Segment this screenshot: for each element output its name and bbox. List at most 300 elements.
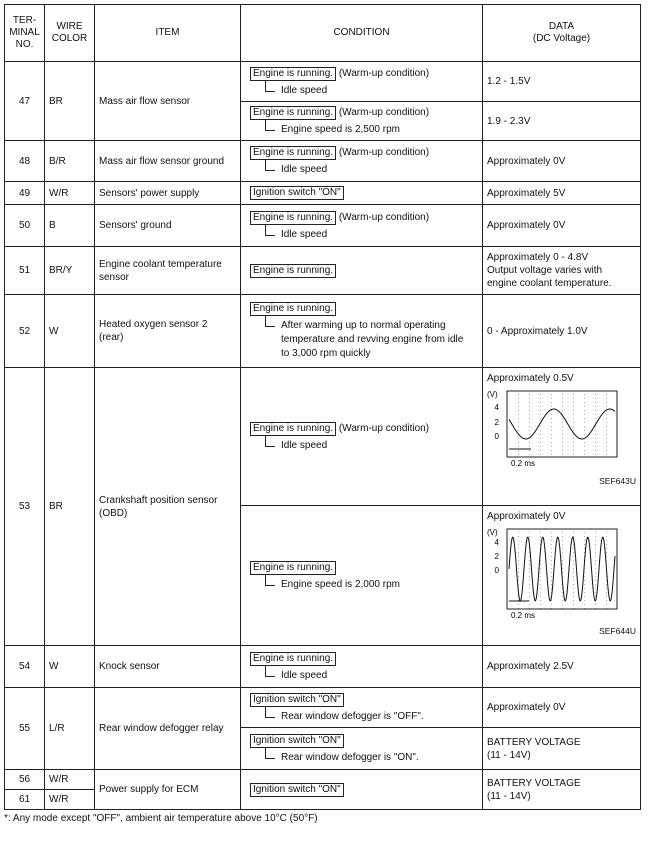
grid-dot bbox=[551, 430, 552, 431]
grid-dot bbox=[562, 446, 563, 447]
grid-dot bbox=[562, 540, 563, 541]
grid-dot bbox=[551, 544, 552, 545]
data-value: Approximately 0V bbox=[483, 141, 641, 182]
scope-grid bbox=[518, 394, 607, 455]
grid-dot bbox=[551, 406, 552, 407]
data-value: BATTERY VOLTAGE (11 - 14V) bbox=[483, 728, 641, 770]
grid-dot bbox=[540, 394, 541, 395]
volt-unit-label: (V) bbox=[487, 528, 498, 537]
grid-dot bbox=[584, 544, 585, 545]
grid-dot bbox=[606, 580, 607, 581]
grid-dot bbox=[606, 398, 607, 399]
grid-dot bbox=[551, 604, 552, 605]
grid-dot bbox=[551, 394, 552, 395]
condition-cell bbox=[241, 368, 483, 506]
terminal-number: 47 bbox=[5, 62, 45, 141]
condition-box: Engine is running. bbox=[250, 211, 336, 225]
grid-dot bbox=[518, 418, 519, 419]
grid-dot bbox=[562, 600, 563, 601]
grid-dot bbox=[595, 406, 596, 407]
header-row bbox=[5, 5, 641, 62]
grid-dot bbox=[529, 434, 530, 435]
grid-dot bbox=[606, 434, 607, 435]
item-name: Sensors' power supply bbox=[95, 182, 241, 205]
grid-dot bbox=[606, 454, 607, 455]
grid-dot bbox=[573, 564, 574, 565]
condition-cell bbox=[241, 247, 483, 295]
item-name: Sensors' ground bbox=[95, 205, 241, 247]
condition-box: Ignition switch "ON" bbox=[250, 783, 344, 797]
grid-dot bbox=[562, 422, 563, 423]
waveform-trace bbox=[509, 537, 615, 601]
grid-dot bbox=[518, 580, 519, 581]
table-row bbox=[5, 646, 641, 688]
grid-dot bbox=[606, 556, 607, 557]
table-row bbox=[5, 205, 641, 247]
grid-dot bbox=[562, 608, 563, 609]
grid-dot bbox=[540, 410, 541, 411]
grid-dot bbox=[584, 426, 585, 427]
grid-dot bbox=[606, 442, 607, 443]
grid-dot bbox=[529, 596, 530, 597]
grid-dot bbox=[551, 532, 552, 533]
grid-dot bbox=[573, 592, 574, 593]
grid-dot bbox=[540, 604, 541, 605]
data-cell-waveform bbox=[483, 368, 641, 506]
grid-dot bbox=[562, 442, 563, 443]
condition-box: Engine is running. bbox=[250, 422, 336, 436]
grid-dot bbox=[562, 402, 563, 403]
grid-dot bbox=[584, 536, 585, 537]
grid-dot bbox=[529, 410, 530, 411]
grid-dot bbox=[529, 592, 530, 593]
grid-dot bbox=[540, 442, 541, 443]
grid-dot bbox=[518, 394, 519, 395]
grid-dot bbox=[562, 394, 563, 395]
grid-dot bbox=[540, 402, 541, 403]
time-scale-label: 0.2 ms bbox=[511, 611, 536, 620]
condition-sub: Engine speed is 2,000 rpm bbox=[245, 578, 478, 591]
page bbox=[4, 4, 652, 830]
grid-dot bbox=[518, 532, 519, 533]
condition-box: Engine is running. bbox=[250, 302, 336, 316]
grid-dot bbox=[573, 446, 574, 447]
condition-sub: After warming up to normal operating temperature and revving engine from idle to 3,000 rpm quickly bbox=[245, 319, 478, 361]
grid-dot bbox=[562, 592, 563, 593]
grid-dot bbox=[540, 596, 541, 597]
grid-dot bbox=[518, 406, 519, 407]
grid-dot bbox=[540, 430, 541, 431]
condition-sub: Rear window defogger is "ON". bbox=[245, 751, 478, 764]
grid-dot bbox=[551, 568, 552, 569]
oscilloscope-waveform-2 bbox=[487, 527, 627, 623]
ecm-terminal-table bbox=[4, 4, 641, 810]
grid-dot bbox=[551, 580, 552, 581]
grid-dot bbox=[595, 414, 596, 415]
grid-dot bbox=[573, 406, 574, 407]
grid-dot bbox=[540, 446, 541, 447]
grid-dot bbox=[595, 556, 596, 557]
grid-dot bbox=[540, 600, 541, 601]
grid-dot bbox=[573, 544, 574, 545]
grid-dot bbox=[551, 426, 552, 427]
grid-dot bbox=[595, 394, 596, 395]
grid-dot bbox=[551, 402, 552, 403]
terminal-number: 49 bbox=[5, 182, 45, 205]
table-row bbox=[5, 368, 641, 506]
data-value: BATTERY VOLTAGE (11 - 14V) bbox=[483, 770, 641, 810]
condition-box: Engine is running. bbox=[250, 561, 336, 575]
grid-dot bbox=[529, 564, 530, 565]
grid-dot bbox=[518, 548, 519, 549]
grid-dot bbox=[573, 600, 574, 601]
grid-dot bbox=[573, 588, 574, 589]
grid-dot bbox=[540, 426, 541, 427]
grid-dot bbox=[540, 572, 541, 573]
grid-dot bbox=[595, 572, 596, 573]
footnote: *: Any mode except "OFF", ambient air temperature above 10°C (50°F) bbox=[4, 813, 318, 824]
condition-suffix: (Warm-up condition) bbox=[338, 211, 430, 223]
grid-dot bbox=[518, 414, 519, 415]
volt-tick-label: 4 bbox=[494, 538, 499, 547]
grid-dot bbox=[584, 580, 585, 581]
grid-dot bbox=[562, 418, 563, 419]
condition-cell bbox=[241, 728, 483, 770]
grid-dot bbox=[584, 454, 585, 455]
table-row bbox=[5, 688, 641, 728]
figure-code: SEF644U bbox=[599, 626, 636, 636]
grid-dot bbox=[595, 588, 596, 589]
grid-dot bbox=[551, 556, 552, 557]
grid-dot bbox=[540, 576, 541, 577]
item-name: Mass air flow sensor ground bbox=[95, 141, 241, 182]
grid-dot bbox=[573, 584, 574, 585]
wire-color: W/R bbox=[45, 790, 95, 810]
grid-dot bbox=[562, 536, 563, 537]
condition-box: Engine is running. bbox=[250, 67, 336, 81]
grid-dot bbox=[606, 418, 607, 419]
wire-color: L/R bbox=[45, 688, 95, 770]
grid-dot bbox=[606, 584, 607, 585]
grid-dot bbox=[551, 398, 552, 399]
data-value: Approximately 0.5V bbox=[487, 373, 574, 384]
grid-dot bbox=[551, 552, 552, 553]
grid-dot bbox=[540, 580, 541, 581]
grid-dot bbox=[529, 446, 530, 447]
item-name: Mass air flow sensor bbox=[95, 62, 241, 141]
grid-dot bbox=[518, 446, 519, 447]
grid-dot bbox=[518, 402, 519, 403]
grid-dot bbox=[518, 552, 519, 553]
grid-dot bbox=[595, 454, 596, 455]
grid-dot bbox=[551, 576, 552, 577]
condition-sub: Idle speed bbox=[245, 163, 478, 176]
grid-dot bbox=[551, 418, 552, 419]
table-row bbox=[5, 295, 641, 368]
grid-dot bbox=[551, 414, 552, 415]
condition-cell bbox=[241, 62, 483, 102]
condition-suffix: (Warm-up condition) bbox=[338, 107, 430, 118]
data-value: Approximately 2.5V bbox=[483, 646, 641, 688]
grid-dot bbox=[584, 596, 585, 597]
wire-color: BR bbox=[45, 368, 95, 646]
grid-dot bbox=[529, 394, 530, 395]
oscilloscope-figure bbox=[487, 389, 636, 488]
grid-dot bbox=[595, 450, 596, 451]
grid-dot bbox=[595, 568, 596, 569]
grid-dot bbox=[540, 450, 541, 451]
grid-dot bbox=[573, 556, 574, 557]
grid-dot bbox=[562, 454, 563, 455]
grid-dot bbox=[540, 434, 541, 435]
grid-dot bbox=[595, 422, 596, 423]
grid-dot bbox=[595, 576, 596, 577]
condition-cell bbox=[241, 205, 483, 247]
grid-dot bbox=[584, 552, 585, 553]
data-value: Approximately 5V bbox=[483, 182, 641, 205]
grid-dot bbox=[551, 422, 552, 423]
grid-dot bbox=[518, 560, 519, 561]
grid-dot bbox=[529, 442, 530, 443]
grid-dot bbox=[562, 532, 563, 533]
table-row bbox=[5, 141, 641, 182]
table-row bbox=[5, 770, 641, 790]
grid-dot bbox=[595, 592, 596, 593]
table-row bbox=[5, 247, 641, 295]
grid-dot bbox=[562, 548, 563, 549]
grid-dot bbox=[595, 442, 596, 443]
condition-cell bbox=[241, 506, 483, 646]
grid-dot bbox=[573, 608, 574, 609]
item-name: Crankshaft position sensor (OBD) bbox=[95, 368, 241, 646]
grid-dot bbox=[518, 410, 519, 411]
grid-dot bbox=[518, 556, 519, 557]
grid-dot bbox=[529, 414, 530, 415]
grid-dot bbox=[562, 552, 563, 553]
grid-dot bbox=[562, 564, 563, 565]
grid-dot bbox=[573, 414, 574, 415]
grid-dot bbox=[595, 410, 596, 411]
time-scale-label: 0.2 ms bbox=[511, 459, 536, 468]
condition-box: Engine is running. bbox=[250, 264, 336, 278]
terminal-number: 55 bbox=[5, 688, 45, 770]
terminal-number: 50 bbox=[5, 205, 45, 247]
grid-dot bbox=[562, 406, 563, 407]
grid-dot bbox=[518, 426, 519, 427]
grid-dot bbox=[540, 540, 541, 541]
oscilloscope-figure bbox=[487, 527, 636, 638]
grid-dot bbox=[562, 426, 563, 427]
grid-dot bbox=[606, 544, 607, 545]
grid-dot bbox=[529, 604, 530, 605]
grid-dot bbox=[518, 442, 519, 443]
grid-dot bbox=[606, 426, 607, 427]
grid-dot bbox=[584, 450, 585, 451]
grid-dot bbox=[540, 406, 541, 407]
grid-dot bbox=[573, 438, 574, 439]
volt-tick-label: 0 bbox=[494, 432, 499, 441]
grid-dot bbox=[595, 398, 596, 399]
grid-dot bbox=[584, 446, 585, 447]
grid-dot bbox=[529, 600, 530, 601]
grid-dot bbox=[573, 430, 574, 431]
grid-dot bbox=[573, 402, 574, 403]
header-wire-color: WIRE COLOR bbox=[45, 5, 95, 62]
grid-dot bbox=[606, 548, 607, 549]
grid-dot bbox=[606, 596, 607, 597]
grid-dot bbox=[529, 536, 530, 537]
grid-dot bbox=[584, 430, 585, 431]
grid-dot bbox=[595, 532, 596, 533]
grid-dot bbox=[595, 548, 596, 549]
grid-dot bbox=[529, 430, 530, 431]
header-data: DATA (DC Voltage) bbox=[483, 5, 641, 62]
grid-dot bbox=[529, 556, 530, 557]
header-condition: CONDITION bbox=[241, 5, 483, 62]
grid-dot bbox=[573, 434, 574, 435]
grid-dot bbox=[540, 418, 541, 419]
condition-cell bbox=[241, 182, 483, 205]
grid-dot bbox=[606, 600, 607, 601]
header-terminal: TER- MINAL NO. bbox=[5, 5, 45, 62]
grid-dot bbox=[573, 580, 574, 581]
terminal-number: 54 bbox=[5, 646, 45, 688]
grid-dot bbox=[595, 564, 596, 565]
condition-box: Ignition switch "ON" bbox=[250, 734, 344, 748]
grid-dot bbox=[562, 410, 563, 411]
grid-dot bbox=[518, 422, 519, 423]
terminal-number: 53 bbox=[5, 368, 45, 646]
grid-dot bbox=[518, 544, 519, 545]
condition-sub: Idle speed bbox=[245, 228, 478, 241]
grid-dot bbox=[606, 414, 607, 415]
condition-sub: Idle speed bbox=[245, 669, 478, 682]
volt-tick-label: 0 bbox=[494, 566, 499, 575]
grid-dot bbox=[606, 438, 607, 439]
grid-dot bbox=[584, 410, 585, 411]
grid-dot bbox=[529, 406, 530, 407]
condition-box: Engine is running. bbox=[250, 652, 336, 666]
grid-dot bbox=[529, 422, 530, 423]
grid-dot bbox=[573, 442, 574, 443]
grid-dot bbox=[562, 398, 563, 399]
wire-color: W bbox=[45, 295, 95, 368]
grid-dot bbox=[584, 592, 585, 593]
grid-dot bbox=[584, 418, 585, 419]
grid-dot bbox=[606, 552, 607, 553]
grid-dot bbox=[551, 454, 552, 455]
grid-dot bbox=[518, 604, 519, 605]
table-row bbox=[5, 62, 641, 102]
grid-dot bbox=[518, 568, 519, 569]
grid-dot bbox=[573, 548, 574, 549]
grid-dot bbox=[584, 600, 585, 601]
grid-dot bbox=[584, 588, 585, 589]
grid-dot bbox=[540, 564, 541, 565]
grid-dot bbox=[540, 398, 541, 399]
grid-dot bbox=[518, 430, 519, 431]
grid-dot bbox=[573, 450, 574, 451]
data-value: Approximately 0V bbox=[487, 511, 566, 522]
grid-dot bbox=[540, 414, 541, 415]
grid-dot bbox=[529, 584, 530, 585]
condition-cell bbox=[241, 295, 483, 368]
condition-sub: Engine speed is 2,500 rpm bbox=[245, 123, 478, 136]
grid-dot bbox=[562, 604, 563, 605]
condition-suffix: (Warm-up condition) bbox=[338, 147, 430, 158]
grid-dot bbox=[606, 450, 607, 451]
data-value: Approximately 0 - 4.8V Output voltage varies with engine coolant temperature. bbox=[483, 247, 641, 295]
grid-dot bbox=[540, 608, 541, 609]
grid-dot bbox=[540, 532, 541, 533]
grid-dot bbox=[573, 398, 574, 399]
grid-dot bbox=[529, 568, 530, 569]
condition-box: Ignition switch "ON" bbox=[250, 693, 344, 707]
wire-color: W bbox=[45, 646, 95, 688]
condition-suffix: (Warm-up condition) bbox=[338, 67, 430, 79]
data-cell-waveform bbox=[483, 506, 641, 646]
condition-sub: Idle speed bbox=[245, 439, 478, 452]
grid-dot bbox=[518, 536, 519, 537]
grid-dot bbox=[518, 454, 519, 455]
grid-dot bbox=[529, 402, 530, 403]
scope-frame bbox=[507, 391, 617, 457]
grid-dot bbox=[551, 438, 552, 439]
grid-dot bbox=[562, 556, 563, 557]
grid-dot bbox=[529, 398, 530, 399]
grid-dot bbox=[529, 608, 530, 609]
grid-dot bbox=[595, 552, 596, 553]
grid-dot bbox=[606, 446, 607, 447]
condition-cell bbox=[241, 770, 483, 810]
grid-dot bbox=[562, 438, 563, 439]
header-item: ITEM bbox=[95, 5, 241, 62]
grid-dot bbox=[562, 450, 563, 451]
grid-dot bbox=[518, 398, 519, 399]
grid-dot bbox=[595, 540, 596, 541]
grid-dot bbox=[529, 418, 530, 419]
grid-dot bbox=[540, 588, 541, 589]
terminal-number: 61 bbox=[5, 790, 45, 810]
grid-dot bbox=[529, 426, 530, 427]
grid-dot bbox=[573, 572, 574, 573]
table-row bbox=[5, 182, 641, 205]
grid-dot bbox=[562, 434, 563, 435]
grid-dot bbox=[584, 540, 585, 541]
grid-dot bbox=[540, 568, 541, 569]
grid-dot bbox=[595, 418, 596, 419]
grid-dot bbox=[551, 434, 552, 435]
wire-color: B bbox=[45, 205, 95, 247]
grid-dot bbox=[573, 532, 574, 533]
grid-dot bbox=[573, 394, 574, 395]
grid-dot bbox=[540, 438, 541, 439]
grid-dot bbox=[595, 438, 596, 439]
grid-dot bbox=[551, 446, 552, 447]
grid-dot bbox=[573, 552, 574, 553]
data-value: Approximately 0V bbox=[483, 688, 641, 728]
grid-dot bbox=[562, 430, 563, 431]
grid-dot bbox=[573, 410, 574, 411]
terminal-number: 48 bbox=[5, 141, 45, 182]
condition-box: Ignition switch "ON" bbox=[250, 186, 344, 200]
grid-dot bbox=[584, 406, 585, 407]
grid-dot bbox=[573, 422, 574, 423]
grid-dot bbox=[529, 572, 530, 573]
grid-dot bbox=[584, 434, 585, 435]
grid-dot bbox=[595, 446, 596, 447]
grid-dot bbox=[551, 450, 552, 451]
